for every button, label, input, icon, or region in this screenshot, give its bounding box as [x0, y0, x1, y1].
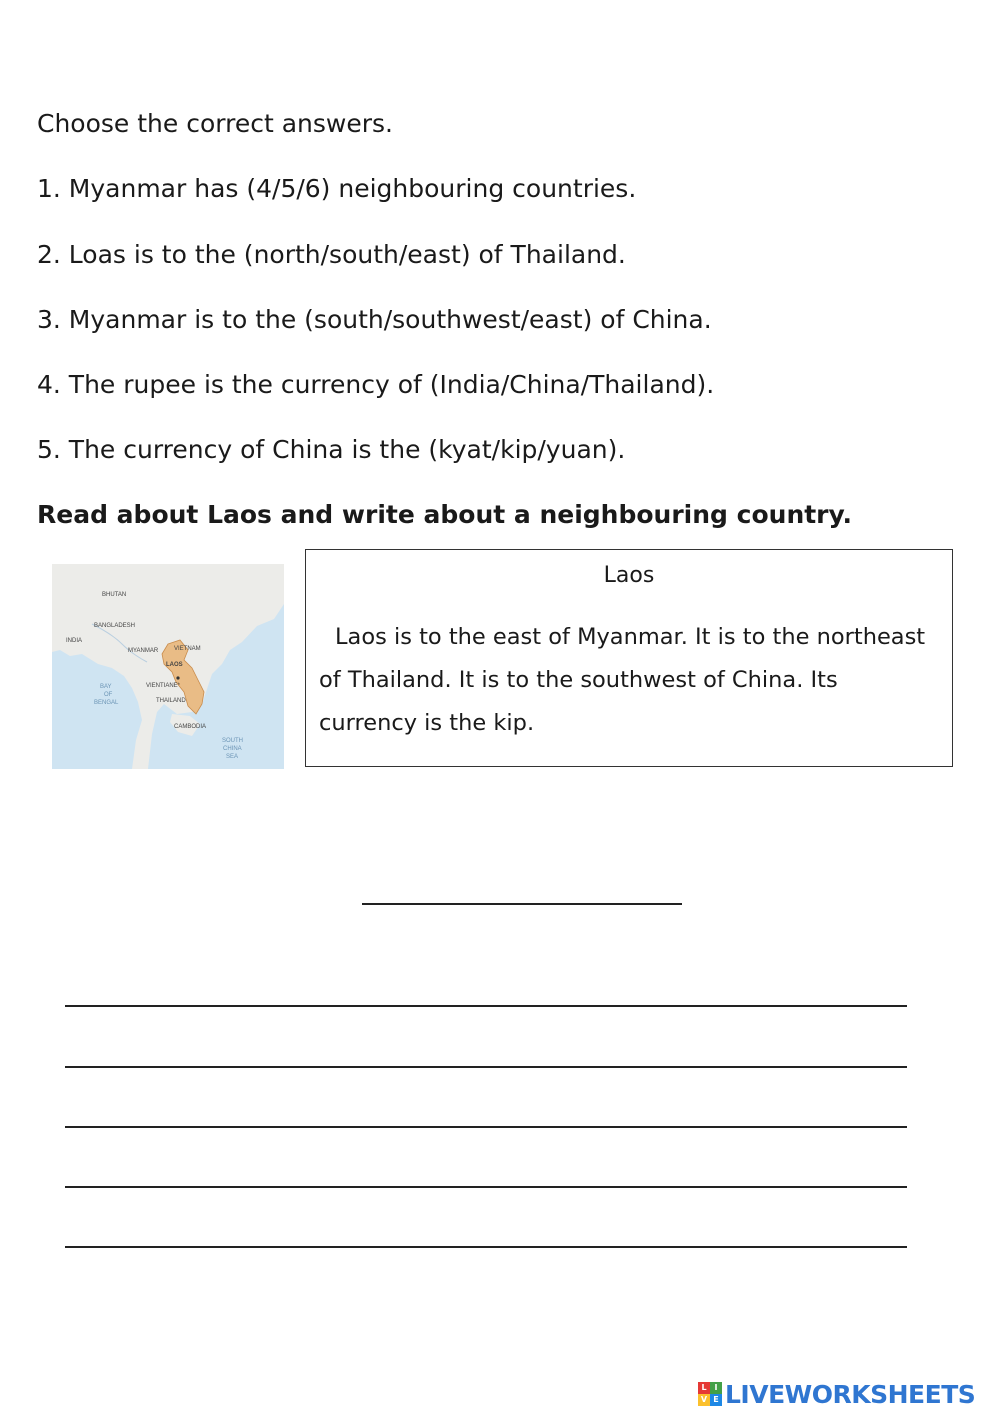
writing-line-5[interactable]: [65, 1246, 907, 1248]
map-label-vietnam: VIETNAM: [174, 646, 201, 652]
map-label-bay: BAY: [100, 684, 112, 690]
writing-line-2[interactable]: [65, 1066, 907, 1068]
section-heading: Read about Laos and write about a neighbouring country.: [37, 500, 853, 529]
map-label-south: SOUTH: [222, 738, 243, 744]
question-2: 2. Loas is to the (north/south/east) of Thailand.: [37, 240, 626, 269]
question-3: 3. Myanmar is to the (south/southwest/east) of China.: [37, 305, 712, 334]
logo-text: LIVEWORKSHEETS: [725, 1379, 976, 1409]
instructions: Choose the correct answers.: [37, 109, 393, 138]
map-label-myanmar: MYANMAR: [128, 648, 159, 654]
map-label-of: OF: [104, 692, 113, 698]
question-1: 1. Myanmar has (4/5/6) neighbouring countries.: [37, 174, 637, 203]
title-answer-line[interactable]: [362, 903, 682, 905]
map-label-bengal: BENGAL: [94, 700, 119, 706]
map-label-thailand: THAILAND: [156, 698, 186, 704]
writing-line-4[interactable]: [65, 1186, 907, 1188]
map-label-vientiane: VIENTIANE*: [146, 683, 181, 689]
map-label-china: CHINA: [223, 746, 242, 752]
logo-mark-e: E: [710, 1394, 722, 1406]
map-label-sea: SEA: [226, 754, 239, 760]
map-label-bangladesh: BANGLADESH: [94, 623, 136, 629]
liveworksheets-logo: [698, 1378, 975, 1410]
writing-line-1[interactable]: [65, 1005, 907, 1007]
map-label-india: INDIA: [66, 638, 83, 644]
laos-box-body: Laos is to the east of Myanmar. It is to the northeast of Thailand. It is to the southwest of China. Its currency is the kip.: [319, 624, 926, 736]
laos-map: [52, 564, 284, 769]
laos-box-title: Laos: [603, 563, 655, 588]
map-label-bhutan: BHUTAN: [102, 592, 127, 598]
logo-mark-i: I: [710, 1382, 722, 1394]
map-label-laos: LAOS: [166, 662, 183, 668]
laos-text-box: [305, 549, 953, 767]
map-label-cambodia: CAMBODIA: [174, 724, 207, 730]
question-5: 5. The currency of China is the (kyat/kip/yuan).: [37, 435, 626, 464]
logo-mark-l: L: [698, 1382, 710, 1394]
question-4: 4. The rupee is the currency of (India/China/Thailand).: [37, 370, 715, 399]
writing-line-3[interactable]: [65, 1126, 907, 1128]
logo-mark-icon: [698, 1382, 722, 1406]
logo-mark-v: V: [698, 1394, 710, 1406]
